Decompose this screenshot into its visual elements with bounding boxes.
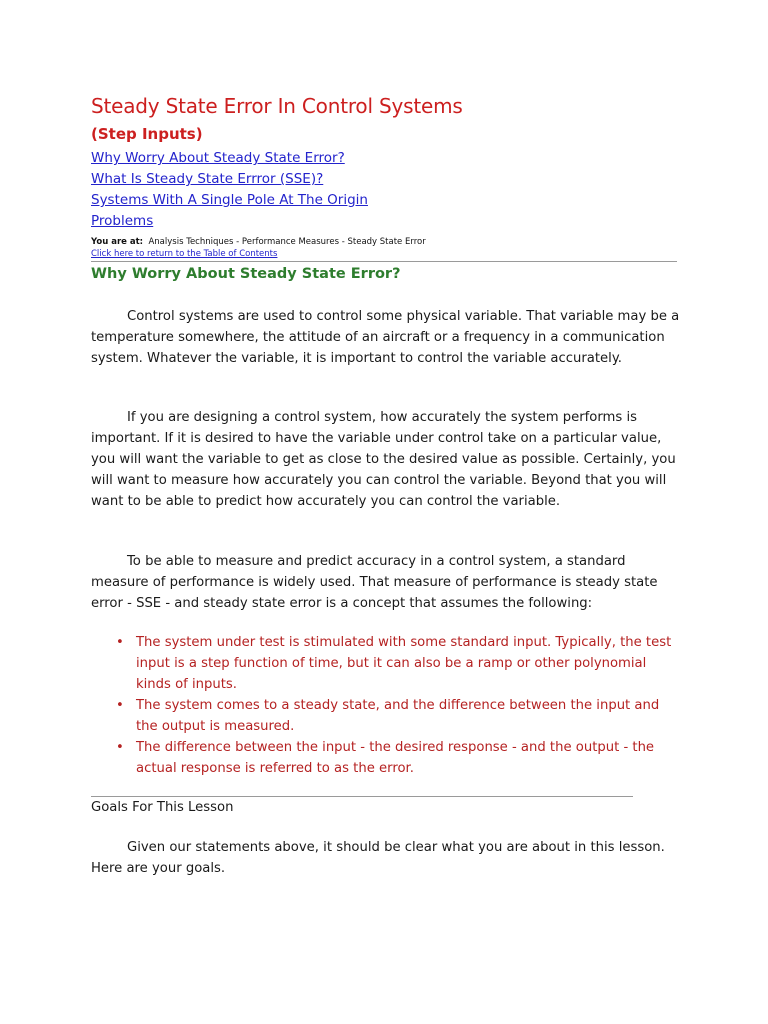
breadcrumb — [91, 237, 426, 247]
section-heading: Why Worry About Steady State Error? — [91, 266, 401, 282]
table-of-contents — [91, 148, 368, 232]
toc-link-what-is-sse[interactable]: What Is Steady State Errror (SSE)? — [91, 171, 324, 187]
list-item-text: The system under test is stimulated with some standard input. Typically, the test input is a step function of time, but it can also be a ramp or other polynomial kinds of inputs. — [136, 635, 672, 692]
body-paragraph: Control systems are used to control some physical variable. That variable may be a temperature somewhere, the attitude of an aircraft or a frequency in a communication system. Whatever the variable, it is important to control the variable accurately. — [91, 309, 680, 366]
breadcrumb-path: Analysis Techniques - Performance Measures - Steady State Error — [148, 237, 426, 247]
list-item — [116, 632, 676, 695]
bullet-icon: • — [116, 740, 124, 755]
body-paragraph: To be able to measure and predict accuracy in a control system, a standard measure of performance is widely used. That measure of performance is steady state error - SSE - and steady state error is a concept that assumes the following: — [91, 554, 658, 611]
return-to-contents-link[interactable]: Click here to return to the Table of Contents — [91, 249, 278, 259]
toc-item — [91, 148, 368, 169]
toc-item — [91, 190, 368, 211]
body-paragraph: Given our statements above, it should be clear what you are about in this lesson. Here are your goals. — [91, 840, 665, 876]
list-item — [116, 737, 676, 779]
divider — [91, 261, 677, 262]
toc-link-single-pole[interactable]: Systems With A Single Pole At The Origin — [91, 192, 368, 208]
toc-link-why-worry[interactable]: Why Worry About Steady State Error? — [91, 150, 345, 166]
bullet-icon: • — [116, 635, 124, 650]
toc-item — [91, 211, 368, 232]
page-subtitle: (Step Inputs) — [91, 125, 203, 143]
body-paragraph: If you are designing a control system, how accurately the system performs is important. If it is desired to have the variable under control take on a particular value, you will want the variable to get as close to the desired value as possible. Certainly, you will want to measure how accurately you can control the variable. Beyond that you will want to be able to predict how accurately you can control the variable. — [91, 410, 676, 509]
assumptions-list — [116, 632, 676, 779]
list-item-text: The system comes to a steady state, and the difference between the input and the output is measured. — [136, 698, 660, 734]
list-item — [116, 695, 676, 737]
divider — [91, 796, 633, 797]
page-title: Steady State Error In Control Systems — [91, 94, 463, 118]
list-item-text: The difference between the input - the desired response - and the output - the actual response is referred to as the error. — [136, 740, 655, 776]
goals-heading: Goals For This Lesson — [91, 800, 234, 815]
breadcrumb-label: You are at: — [91, 237, 144, 247]
toc-item — [91, 169, 368, 190]
bullet-icon: • — [116, 698, 124, 713]
toc-link-problems[interactable]: Problems — [91, 213, 154, 229]
